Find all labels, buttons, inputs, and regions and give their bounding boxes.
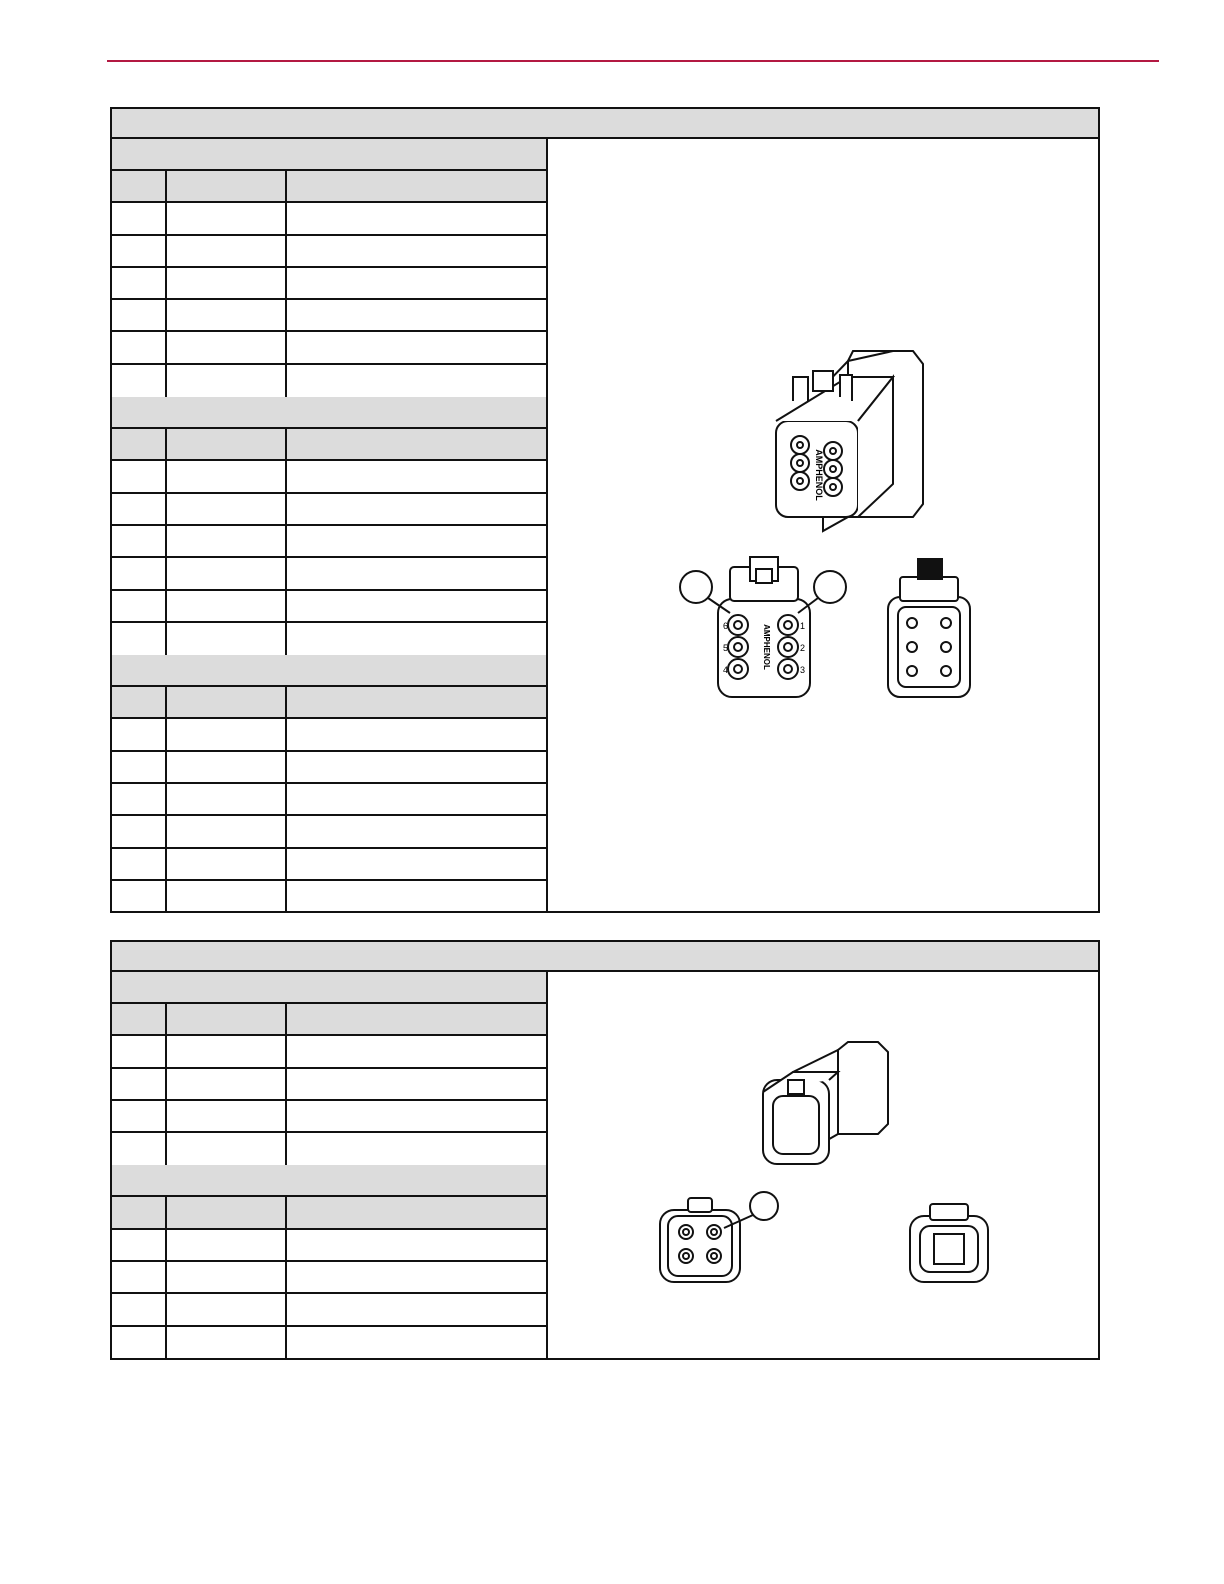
- table-row: [112, 1101, 546, 1133]
- table-cell: [167, 719, 287, 749]
- table-cell: [287, 1101, 546, 1131]
- connector-6pin-illustration: [548, 139, 1098, 911]
- pin-number: 5: [723, 643, 729, 653]
- section-title: [112, 655, 546, 687]
- table-cell: [167, 784, 287, 814]
- connector-panel-1: [110, 107, 1100, 913]
- table-row: [112, 558, 546, 590]
- pinout-section: [112, 139, 546, 397]
- table-row: [112, 203, 546, 235]
- column-header: [287, 1197, 546, 1227]
- column-header: [287, 429, 546, 459]
- table-row: [112, 365, 546, 397]
- column-header: [112, 1004, 167, 1034]
- pinout-section: [112, 655, 546, 913]
- column-header: [287, 687, 546, 717]
- column-header: [287, 1004, 546, 1034]
- pin-number: 4: [723, 665, 729, 675]
- pin-number: 2: [800, 643, 806, 653]
- connector-3d-view: [763, 1042, 888, 1164]
- table-cell: [287, 1230, 546, 1260]
- table-row: [112, 494, 546, 526]
- connector-rear-view: [888, 559, 970, 697]
- panel-title: [112, 109, 1098, 139]
- section-title: [112, 139, 546, 171]
- table-cell: [287, 558, 546, 588]
- column-header: [167, 429, 287, 459]
- table-cell: [287, 881, 546, 913]
- table-cell: [167, 752, 287, 782]
- table-cell: [112, 1133, 167, 1165]
- pinout-section: [112, 1165, 546, 1358]
- table-cell: [167, 494, 287, 524]
- table-row: [112, 591, 546, 623]
- table-header-row: [112, 171, 546, 203]
- connector-panel-2: [110, 940, 1100, 1360]
- column-header: [167, 1197, 287, 1227]
- table-cell: [287, 816, 546, 846]
- table-cell: [112, 332, 167, 362]
- table-row: [112, 1230, 546, 1262]
- table-cell: [287, 1327, 546, 1359]
- table-cell: [112, 203, 167, 233]
- table-cell: [287, 203, 546, 233]
- header-rule: [107, 60, 1159, 62]
- brand-label-front: AMPHENOL: [762, 624, 771, 670]
- table-row: [112, 784, 546, 816]
- table-cell: [112, 623, 167, 655]
- section-title: [112, 972, 546, 1004]
- table-cell: [112, 300, 167, 330]
- table-cell: [287, 1294, 546, 1324]
- table-cell: [112, 268, 167, 298]
- table-row: [112, 236, 546, 268]
- table-row: [112, 849, 546, 881]
- table-cell: [167, 591, 287, 621]
- table-cell: [112, 784, 167, 814]
- table-cell: [287, 591, 546, 621]
- brand-label: AMPHENOL: [814, 449, 824, 501]
- table-cell: [287, 1069, 546, 1099]
- table-cell: [167, 300, 287, 330]
- table-cell: [287, 332, 546, 362]
- table-header-row: [112, 1197, 546, 1229]
- table-row: [112, 752, 546, 784]
- column-header: [112, 429, 167, 459]
- table-cell: [112, 1262, 167, 1292]
- table-cell: [112, 816, 167, 846]
- connector-rear-view: [910, 1204, 988, 1282]
- table-cell: [167, 623, 287, 655]
- connector-4pin-illustration: [548, 972, 1098, 1358]
- table-cell: [167, 236, 287, 266]
- table-cell: [287, 365, 546, 397]
- table-cell: [112, 752, 167, 782]
- table-cell: [112, 461, 167, 491]
- table-cell: [112, 849, 167, 879]
- panel-title: [112, 942, 1098, 972]
- table-cell: [167, 461, 287, 491]
- table-cell: [167, 558, 287, 588]
- table-cell: [287, 1262, 546, 1292]
- table-cell: [167, 268, 287, 298]
- table-cell: [167, 816, 287, 846]
- pin-number: 1: [800, 621, 806, 631]
- table-cell: [112, 719, 167, 749]
- pinout-section: [112, 397, 546, 655]
- table-cell: [167, 1036, 287, 1066]
- table-cell: [112, 1230, 167, 1260]
- table-cell: [112, 236, 167, 266]
- table-row: [112, 526, 546, 558]
- table-cell: [112, 494, 167, 524]
- column-header: [167, 687, 287, 717]
- table-row: [112, 816, 546, 848]
- table-cell: [287, 623, 546, 655]
- table-cell: [167, 1327, 287, 1359]
- table-cell: [287, 1133, 546, 1165]
- table-cell: [167, 526, 287, 556]
- table-row: [112, 623, 546, 655]
- table-row: [112, 300, 546, 332]
- table-row: [112, 332, 546, 364]
- table-cell: [287, 849, 546, 879]
- column-header: [167, 171, 287, 201]
- section-title: [112, 1165, 546, 1197]
- table-row: [112, 1327, 546, 1359]
- table-row: [112, 719, 546, 751]
- connector-figure: [548, 139, 1098, 911]
- table-cell: [112, 365, 167, 397]
- pin-number: 6: [723, 621, 729, 631]
- table-cell: [167, 849, 287, 879]
- table-cell: [167, 203, 287, 233]
- table-cell: [112, 526, 167, 556]
- table-row: [112, 881, 546, 913]
- table-cell: [287, 1036, 546, 1066]
- column-header: [112, 171, 167, 201]
- pinout-tables: [112, 139, 548, 911]
- pinout-tables: [112, 972, 548, 1358]
- connector-front-view: [660, 1192, 778, 1282]
- table-cell: [112, 591, 167, 621]
- table-cell: [112, 558, 167, 588]
- table-cell: [287, 268, 546, 298]
- column-header: [112, 1197, 167, 1227]
- table-cell: [287, 719, 546, 749]
- table-cell: [167, 365, 287, 397]
- table-row: [112, 268, 546, 300]
- table-cell: [167, 1294, 287, 1324]
- table-cell: [287, 752, 546, 782]
- pin-number: 3: [800, 665, 806, 675]
- column-header: [112, 687, 167, 717]
- table-row: [112, 1036, 546, 1068]
- table-row: [112, 1294, 546, 1326]
- table-cell: [112, 1036, 167, 1066]
- table-cell: [287, 494, 546, 524]
- table-cell: [112, 881, 167, 913]
- table-cell: [167, 1101, 287, 1131]
- table-header-row: [112, 1004, 546, 1036]
- table-cell: [112, 1327, 167, 1359]
- table-cell: [287, 784, 546, 814]
- table-cell: [167, 881, 287, 913]
- table-cell: [287, 236, 546, 266]
- column-header: [287, 171, 546, 201]
- table-cell: [287, 300, 546, 330]
- pinout-section: [112, 972, 546, 1165]
- table-cell: [287, 461, 546, 491]
- table-row: [112, 461, 546, 493]
- table-cell: [167, 1262, 287, 1292]
- table-header-row: [112, 687, 546, 719]
- table-cell: [112, 1101, 167, 1131]
- table-cell: [287, 526, 546, 556]
- table-cell: [167, 1069, 287, 1099]
- table-cell: [112, 1069, 167, 1099]
- table-row: [112, 1069, 546, 1101]
- table-header-row: [112, 429, 546, 461]
- table-cell: [167, 332, 287, 362]
- table-cell: [112, 1294, 167, 1324]
- connector-3d-view: [776, 351, 923, 531]
- table-cell: [167, 1230, 287, 1260]
- column-header: [167, 1004, 287, 1034]
- section-title: [112, 397, 546, 429]
- table-row: [112, 1262, 546, 1294]
- table-cell: [167, 1133, 287, 1165]
- connector-figure: [548, 972, 1098, 1358]
- table-row: [112, 1133, 546, 1165]
